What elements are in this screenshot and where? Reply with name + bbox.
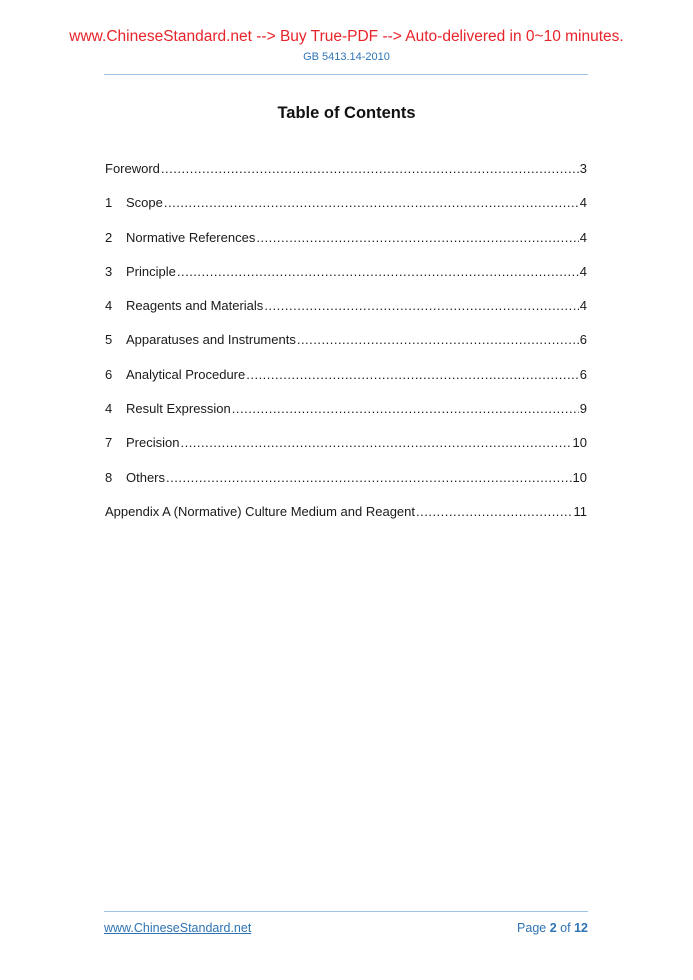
- dot-leader: [166, 470, 572, 485]
- dot-leader: [177, 264, 579, 279]
- current-page-number: 2: [549, 921, 557, 935]
- dot-leader: [161, 161, 579, 176]
- toc-entry-reagents-and-materials[interactable]: [105, 298, 587, 332]
- toc-entry-page: 4: [579, 298, 587, 314]
- toc-entry-precision[interactable]: [105, 435, 587, 469]
- promo-banner: www.ChineseStandard.net --> Buy True-PDF --> Auto-delivered in 0~10 minutes.: [69, 28, 624, 45]
- total-pages: 12: [574, 921, 588, 935]
- dot-leader: [246, 367, 579, 382]
- toc-entry-scope[interactable]: [105, 195, 587, 229]
- toc-entry-number: 4: [105, 401, 113, 417]
- dot-leader: [232, 401, 579, 416]
- toc-entry-label: Scope: [126, 195, 163, 211]
- toc-entry-label: Precision: [126, 435, 180, 451]
- toc-entry-number: 3: [105, 263, 113, 279]
- page-prefix: Page: [517, 921, 547, 935]
- standard-code: GB 5413.14-2010: [303, 51, 390, 63]
- dot-leader: [264, 298, 578, 313]
- toc-entry-page: 11: [573, 503, 587, 519]
- footer-divider: [104, 911, 588, 912]
- page-indicator: [517, 921, 588, 935]
- toc-entry-page: 6: [579, 366, 587, 382]
- toc-entry-page: 6: [579, 332, 587, 348]
- toc-entry-number: 2: [105, 229, 113, 245]
- dot-leader: [297, 332, 579, 347]
- dot-leader: [180, 435, 571, 450]
- toc-entry-label: Analytical Procedure: [126, 366, 246, 382]
- toc-entry-page: 10: [572, 469, 587, 485]
- toc-entry-principle[interactable]: [105, 264, 587, 298]
- toc-entry-label: Others: [126, 469, 166, 485]
- toc-entry-page: 4: [579, 195, 587, 211]
- toc-entry-apparatuses-and-instruments[interactable]: [105, 332, 587, 366]
- toc-entry-label: Appendix A (Normative) Culture Medium and Reagent: [105, 503, 415, 519]
- toc-entry-number: 4: [105, 298, 113, 314]
- toc-entry-page: 4: [579, 229, 587, 245]
- toc-entry-number: 1: [105, 195, 113, 211]
- toc-entry-normative-references[interactable]: [105, 230, 587, 264]
- table-of-contents: [105, 161, 587, 538]
- toc-entry-others[interactable]: [105, 470, 587, 504]
- toc-entry-page: 4: [579, 263, 587, 279]
- toc-entry-page: 10: [572, 435, 587, 451]
- toc-entry-number: 6: [105, 366, 113, 382]
- dot-leader: [256, 230, 578, 245]
- toc-entry-result-expression[interactable]: [105, 401, 587, 435]
- toc-entry-label: Principle: [126, 263, 176, 279]
- dot-leader: [416, 504, 573, 519]
- toc-entry-number: 7: [105, 435, 113, 451]
- dot-leader: [164, 195, 579, 210]
- toc-entry-number: 5: [105, 332, 113, 348]
- toc-entry-label: Foreword: [105, 161, 160, 176]
- toc-entry-appendix-a[interactable]: [105, 504, 587, 538]
- toc-entry-number: 8: [105, 469, 113, 485]
- toc-entry-analytical-procedure[interactable]: [105, 367, 587, 401]
- toc-entry-page: 3: [579, 161, 587, 176]
- toc-entry-label: Reagents and Materials: [126, 298, 264, 314]
- footer-website-link[interactable]: www.ChineseStandard.net: [104, 921, 252, 935]
- toc-entry-foreword[interactable]: [105, 161, 587, 195]
- toc-entry-label: Result Expression: [126, 401, 231, 417]
- page-separator: of: [560, 921, 571, 935]
- page-title: Table of Contents: [277, 104, 416, 122]
- header-divider: [104, 74, 588, 75]
- toc-entry-label: Apparatuses and Instruments: [126, 332, 296, 348]
- toc-entry-label: Normative References: [126, 229, 256, 245]
- toc-entry-page: 9: [579, 401, 587, 417]
